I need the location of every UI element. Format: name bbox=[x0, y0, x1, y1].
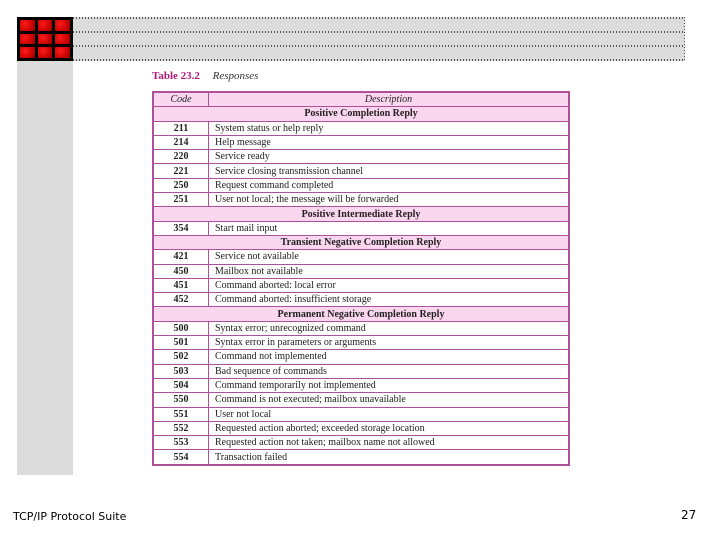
table-row bbox=[153, 164, 569, 178]
section-title: Transient Negative Completion Reply bbox=[153, 235, 569, 249]
code-cell: 451 bbox=[153, 278, 209, 292]
description-cell: Bad sequence of commands bbox=[209, 364, 570, 378]
logo-square bbox=[38, 20, 53, 31]
description-cell: Mailbox not available bbox=[209, 264, 570, 278]
code-cell: 501 bbox=[153, 336, 209, 350]
section-title: Positive Completion Reply bbox=[153, 107, 569, 121]
dotted-line bbox=[73, 45, 685, 47]
code-cell: 250 bbox=[153, 178, 209, 192]
description-cell: Command aborted: insufficient storage bbox=[209, 293, 570, 307]
logo-square bbox=[38, 47, 53, 58]
section-header bbox=[153, 107, 569, 121]
description-cell: User not local; the message will be forwarded bbox=[209, 193, 570, 207]
code-cell: 221 bbox=[153, 164, 209, 178]
description-cell: Command temporarily not implemented bbox=[209, 378, 570, 392]
table-row bbox=[153, 135, 569, 149]
header-band bbox=[73, 17, 685, 61]
table-row bbox=[153, 121, 569, 135]
section-header bbox=[153, 207, 569, 221]
description-cell: Requested action aborted; exceeded storage location bbox=[209, 421, 570, 435]
section-header bbox=[153, 235, 569, 249]
column-header-code: Code bbox=[153, 92, 209, 107]
logo-square bbox=[55, 47, 70, 58]
logo-square bbox=[55, 20, 70, 31]
code-cell: 504 bbox=[153, 378, 209, 392]
code-cell: 502 bbox=[153, 350, 209, 364]
section-header bbox=[153, 307, 569, 321]
code-cell: 500 bbox=[153, 321, 209, 335]
description-cell: Help message bbox=[209, 135, 570, 149]
dotted-edge bbox=[684, 17, 685, 61]
description-cell: Command not implemented bbox=[209, 350, 570, 364]
dotted-line bbox=[73, 17, 685, 19]
code-cell: 550 bbox=[153, 393, 209, 407]
logo-square bbox=[20, 20, 35, 31]
description-cell: Syntax error in parameters or arguments bbox=[209, 336, 570, 350]
dotted-line bbox=[73, 31, 685, 33]
description-cell: Command aborted: local error bbox=[209, 278, 570, 292]
table-row bbox=[153, 378, 569, 392]
table-row bbox=[153, 407, 569, 421]
table-row bbox=[153, 193, 569, 207]
table-header-row bbox=[153, 92, 569, 107]
section-title: Permanent Negative Completion Reply bbox=[153, 307, 569, 321]
code-cell: 421 bbox=[153, 250, 209, 264]
table-row bbox=[153, 336, 569, 350]
code-cell: 214 bbox=[153, 135, 209, 149]
dotted-line bbox=[73, 59, 685, 61]
description-cell: User not local bbox=[209, 407, 570, 421]
code-cell: 503 bbox=[153, 364, 209, 378]
description-cell: Syntax error; unrecognized command bbox=[209, 321, 570, 335]
description-cell: Service not available bbox=[209, 250, 570, 264]
description-cell: Service ready bbox=[209, 150, 570, 164]
table-row bbox=[153, 150, 569, 164]
responses-table bbox=[152, 91, 570, 466]
table-number: Table 23.2 bbox=[152, 70, 200, 82]
footer-title: TCP/IP Protocol Suite bbox=[13, 510, 127, 523]
table-title: Responses bbox=[212, 70, 259, 82]
description-cell: Command is not executed; mailbox unavailable bbox=[209, 393, 570, 407]
code-cell: 551 bbox=[153, 407, 209, 421]
table-row bbox=[153, 350, 569, 364]
table-row bbox=[153, 450, 569, 465]
page-number: 27 bbox=[681, 508, 697, 522]
logo-square bbox=[20, 47, 35, 58]
logo-square bbox=[38, 34, 53, 45]
table-row bbox=[153, 278, 569, 292]
table-row bbox=[153, 364, 569, 378]
description-cell: Start mail input bbox=[209, 221, 570, 235]
left-gray-strip bbox=[17, 61, 73, 475]
description-cell: Transaction failed bbox=[209, 450, 570, 465]
code-cell: 220 bbox=[153, 150, 209, 164]
code-cell: 553 bbox=[153, 436, 209, 450]
code-cell: 554 bbox=[153, 450, 209, 465]
code-cell: 452 bbox=[153, 293, 209, 307]
description-cell: Service closing transmission channel bbox=[209, 164, 570, 178]
table-caption bbox=[152, 70, 258, 82]
table-row bbox=[153, 178, 569, 192]
table-row bbox=[153, 293, 569, 307]
table-row bbox=[153, 393, 569, 407]
logo-square bbox=[55, 34, 70, 45]
table-row bbox=[153, 264, 569, 278]
table-row bbox=[153, 221, 569, 235]
logo-square bbox=[20, 34, 35, 45]
code-cell: 552 bbox=[153, 421, 209, 435]
slide-logo bbox=[17, 17, 73, 61]
column-header-description: Description bbox=[209, 92, 570, 107]
table-row bbox=[153, 421, 569, 435]
code-cell: 251 bbox=[153, 193, 209, 207]
table-row bbox=[153, 436, 569, 450]
table-row bbox=[153, 321, 569, 335]
code-cell: 354 bbox=[153, 221, 209, 235]
section-title: Positive Intermediate Reply bbox=[153, 207, 569, 221]
table-row bbox=[153, 250, 569, 264]
description-cell: Request command completed bbox=[209, 178, 570, 192]
code-cell: 211 bbox=[153, 121, 209, 135]
description-cell: Requested action not taken; mailbox name not allowed bbox=[209, 436, 570, 450]
code-cell: 450 bbox=[153, 264, 209, 278]
description-cell: System status or help reply bbox=[209, 121, 570, 135]
